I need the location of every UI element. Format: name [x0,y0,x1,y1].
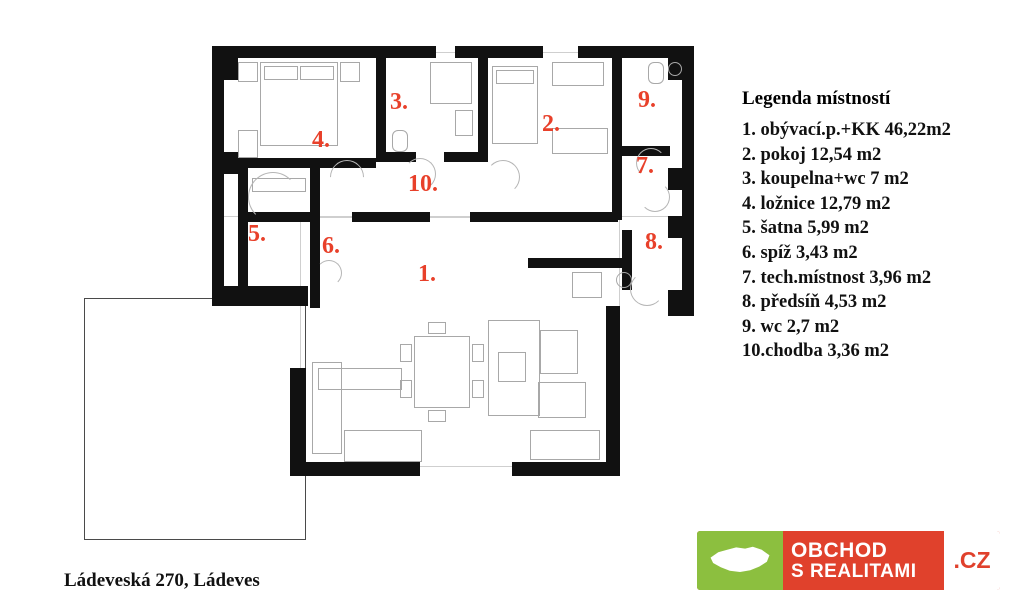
room-label-3: 3. [390,89,408,115]
washbasin-9 [668,62,682,76]
door-arc-room2 [486,160,520,194]
logo-line1: OBCHOD [791,538,888,562]
wc-bowl-bathroom [392,130,408,152]
logo-text [783,531,944,590]
terrace-outline [84,298,306,540]
wall-int-v1 [376,58,386,158]
wall-top-2 [320,46,436,58]
bed-pillow-right [300,66,334,80]
washbasin [455,110,473,136]
logo-line2: S REALITAMI [791,560,917,582]
legend-item-4: 4. ložnice 12,79 m2 [742,193,891,214]
room-label-7: 7. [636,153,654,179]
room-label-6: 6. [322,233,340,259]
armchair-living [540,330,578,374]
property-address: Ládeveská 270, Ládeves [64,570,260,591]
legend-item-8: 8. předsíň 4,53 m2 [742,292,887,313]
legend-item-1: 1. obývací.p.+KK 46,22m2 [742,120,951,140]
dining-chair-3 [472,344,484,362]
legend-item-3: 3. koupelna+wc 7 m2 [742,169,909,190]
legend-item-7: 7. tech.místnost 3,96 m2 [742,267,932,288]
legend-item-6: 6. spíž 3,43 m2 [742,242,858,263]
legend-item-10: 10.chodba 3,36 m2 [742,341,889,362]
legend-item-5: 5. šatna 5,99 m2 [742,218,869,239]
wall-left-exterior-mid [212,166,224,306]
shower-tray [430,62,472,104]
room-label-4: 4. [312,127,330,153]
boiler-tech [572,272,602,298]
logo-obchod-s-realitami[interactable] [697,531,1000,590]
wall-right-exterior-1 [682,46,694,146]
wall-left-bottom-block [212,286,308,306]
nightstand-right [340,62,360,82]
wall-int-v2 [478,58,488,158]
wall-top-3 [455,46,543,58]
wall-int-h3 [444,152,488,162]
wall-right-block-1 [668,168,694,190]
wc-bowl-9 [648,62,664,84]
bed-single-pillow [496,70,534,84]
wall-int-v4 [612,158,622,220]
wall-int-h6 [470,212,618,222]
dining-chair-5 [428,322,446,334]
room-label-2: 2. [542,111,560,137]
wall-bottom-h1 [290,462,420,476]
room-label-9: 9. [638,87,656,113]
nightstand-left [238,62,258,82]
wardrobe-bedroom [238,130,258,158]
bed-pillow-left [264,66,298,80]
wall-bottom-left [290,368,306,474]
wall-int-h8 [528,258,622,268]
coffee-table [498,352,526,382]
dining-chair-4 [472,380,484,398]
room-label-1: 1. [418,261,436,287]
wall-right-block-3 [668,290,694,316]
door-arc-wardrobe5 [248,172,298,222]
logo-domain-suffix: .CZ [944,531,1000,590]
legend-item-2: 2. pokoj 12,54 m2 [742,144,882,165]
wall-left-exterior-upper [212,46,224,166]
room-label-10: 10. [408,171,438,197]
wall-int-v3 [612,58,622,158]
dining-table [414,336,470,408]
door-arc-tech7 [640,182,670,212]
desk-room2 [552,62,604,86]
tv-unit [538,382,586,418]
legend-item-9: 9. wc 2,7 m2 [742,316,840,337]
logo-green-panel [697,531,783,590]
legend-list [742,118,1022,364]
wall-int-v6 [238,168,248,288]
kitchen-island [318,368,402,390]
dining-chair-1 [400,344,412,362]
wall-right-block-2 [668,216,694,238]
door-arc-hall8 [630,272,664,306]
door-arc-pantry6 [316,260,342,286]
room-label-5: 5. [248,221,266,247]
wall-bottom-h2 [512,462,620,476]
wall-left-block [212,152,238,174]
wall-int-h5 [352,212,430,222]
wall-bottom-right-v [606,306,620,476]
room-label-8: 8. [645,229,663,255]
kitchen-counter-bottom [344,430,422,462]
kitchen-lower-cab [530,430,600,460]
czech-republic-map-icon [708,545,772,575]
wall-int-v5 [310,168,320,308]
sofa-room2 [552,128,608,154]
dining-chair-6 [428,410,446,422]
legend-title: Legenda místností [742,88,891,109]
